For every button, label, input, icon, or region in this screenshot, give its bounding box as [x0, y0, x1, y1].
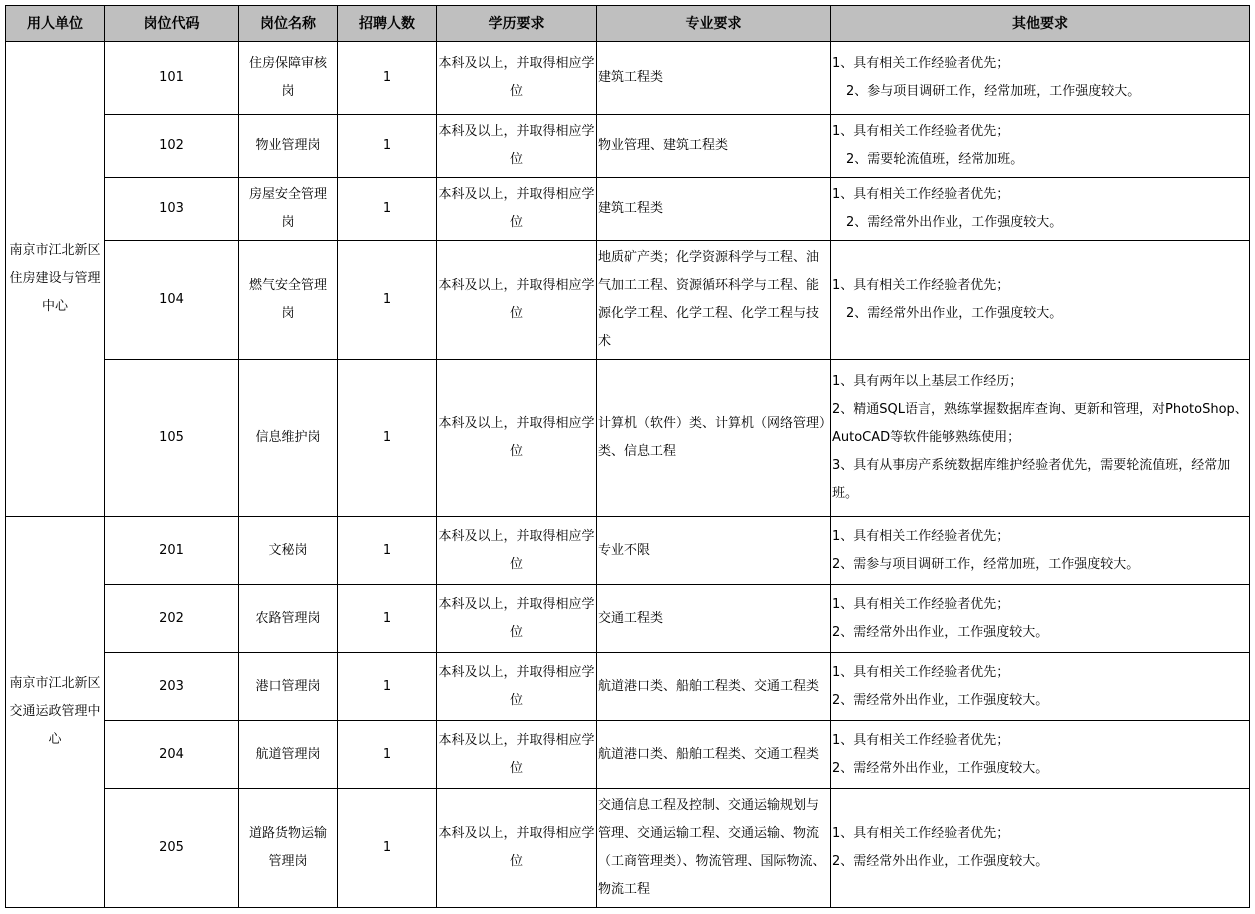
education-requirement: 本科及以上，并取得相应学位	[437, 721, 597, 789]
header-position: 岗位名称	[239, 6, 338, 42]
other-requirements	[831, 653, 1250, 721]
position-name: 港口管理岗	[239, 653, 338, 721]
header-row	[6, 6, 1250, 42]
other-requirements	[831, 241, 1250, 360]
header-education: 学历要求	[437, 6, 597, 42]
education-requirement: 本科及以上，并取得相应学位	[437, 517, 597, 585]
table-row	[6, 42, 1250, 115]
position-name: 房屋安全管理岗	[239, 178, 338, 241]
recruitment-table	[5, 5, 1250, 908]
requirement-line: 2、需经常外出作业，工作强度较大。	[846, 215, 1063, 230]
position-code: 202	[105, 585, 239, 653]
table-row	[6, 360, 1250, 517]
table-row	[6, 241, 1250, 360]
requirement-line: 1、具有相关工作经验者优先；	[832, 596, 1010, 612]
requirement-line: 3、具有从事房产系统数据库维护经验者优先，需要轮流值班，经常加班。	[832, 458, 1231, 501]
table-row	[6, 585, 1250, 653]
major-requirement: 航道港口类、船舶工程类、交通工程类	[597, 653, 831, 721]
hire-count: 1	[338, 42, 437, 115]
position-code: 103	[105, 178, 239, 241]
requirement-line: 2、参与项目调研工作，经常加班，工作强度较大。	[846, 84, 1141, 99]
header-unit: 用人单位	[6, 6, 105, 42]
other-requirements	[831, 42, 1250, 115]
education-requirement: 本科及以上，并取得相应学位	[437, 653, 597, 721]
requirement-line: 1、具有相关工作经验者优先；	[832, 56, 1010, 71]
requirement-line: 1、具有相关工作经验者优先；	[832, 528, 1010, 544]
requirement-line: 1、具有相关工作经验者优先；	[832, 732, 1010, 748]
requirement-line: 2、需参与项目调研工作，经常加班，工作强度较大。	[832, 556, 1140, 572]
major-requirement: 物业管理、建筑工程类	[597, 115, 831, 178]
position-code: 204	[105, 721, 239, 789]
requirement-line: 1、具有相关工作经验者优先；	[832, 124, 1010, 139]
position-name: 农路管理岗	[239, 585, 338, 653]
education-requirement: 本科及以上，并取得相应学位	[437, 42, 597, 115]
hire-count: 1	[338, 721, 437, 789]
position-name: 燃气安全管理岗	[239, 241, 338, 360]
education-requirement: 本科及以上，并取得相应学位	[437, 585, 597, 653]
hire-count: 1	[338, 517, 437, 585]
education-requirement: 本科及以上，并取得相应学位	[437, 241, 597, 360]
other-requirements	[831, 115, 1250, 178]
hire-count: 1	[338, 789, 437, 908]
table-row	[6, 789, 1250, 908]
position-name: 文秘岗	[239, 517, 338, 585]
requirement-line: 2、需经常外出作业，工作强度较大。	[832, 624, 1049, 640]
position-name: 住房保障审核岗	[239, 42, 338, 115]
position-code: 105	[105, 360, 239, 517]
position-code: 101	[105, 42, 239, 115]
header-major: 专业要求	[597, 6, 831, 42]
position-name: 道路货物运输管理岗	[239, 789, 338, 908]
requirement-line: 1、具有相关工作经验者优先；	[832, 664, 1010, 680]
position-name: 航道管理岗	[239, 721, 338, 789]
requirement-line: 2、需要轮流值班，经常加班。	[846, 152, 1024, 167]
table-row	[6, 178, 1250, 241]
other-requirements	[831, 178, 1250, 241]
requirement-line: 2、需经常外出作业，工作强度较大。	[832, 692, 1049, 708]
other-requirements	[831, 721, 1250, 789]
hire-count: 1	[338, 585, 437, 653]
hire-count: 1	[338, 360, 437, 517]
hire-count: 1	[338, 241, 437, 360]
position-name: 信息维护岗	[239, 360, 338, 517]
major-requirement: 计算机（软件）类、计算机（网络管理）类、信息工程	[597, 360, 831, 517]
table-row	[6, 653, 1250, 721]
header-other: 其他要求	[831, 6, 1250, 42]
requirement-line: 1、具有相关工作经验者优先；	[832, 187, 1010, 202]
unit-cell: 南京市江北新区交通运政管理中心	[6, 517, 105, 908]
requirement-line: 2、精通SQL语言，熟练掌握数据库查询、更新和管理，对PhotoShop、AutoCAD等软件能够熟练使用；	[832, 402, 1248, 445]
major-requirement: 专业不限	[597, 517, 831, 585]
major-requirement: 地质矿产类；化学资源科学与工程、油气加工工程、资源循环科学与工程、能源化学工程、化学工程、化学工程与技术	[597, 241, 831, 360]
requirement-line: 2、需经常外出作业，工作强度较大。	[832, 760, 1049, 776]
requirement-line: 2、需经常外出作业，工作强度较大。	[832, 854, 1049, 869]
other-requirements	[831, 360, 1250, 517]
requirement-line: 2、需经常外出作业，工作强度较大。	[846, 306, 1063, 321]
table-row	[6, 721, 1250, 789]
major-requirement: 建筑工程类	[597, 178, 831, 241]
major-requirement: 交通工程类	[597, 585, 831, 653]
other-requirements	[831, 789, 1250, 908]
requirement-line: 1、具有相关工作经验者优先；	[832, 826, 1010, 841]
hire-count: 1	[338, 178, 437, 241]
table-row	[6, 115, 1250, 178]
hire-count: 1	[338, 115, 437, 178]
major-requirement: 建筑工程类	[597, 42, 831, 115]
position-code: 102	[105, 115, 239, 178]
other-requirements	[831, 585, 1250, 653]
major-requirement: 航道港口类、船舶工程类、交通工程类	[597, 721, 831, 789]
position-name: 物业管理岗	[239, 115, 338, 178]
position-code: 104	[105, 241, 239, 360]
hire-count: 1	[338, 653, 437, 721]
other-requirements	[831, 517, 1250, 585]
major-requirement: 交通信息工程及控制、交通运输规划与管理、交通运输工程、交通运输、物流（工商管理类）、物流管理、国际物流、物流工程	[597, 789, 831, 908]
requirement-line: 1、具有两年以上基层工作经历；	[832, 374, 1023, 389]
education-requirement: 本科及以上，并取得相应学位	[437, 115, 597, 178]
table-row	[6, 517, 1250, 585]
education-requirement: 本科及以上，并取得相应学位	[437, 178, 597, 241]
unit-cell: 南京市江北新区住房建设与管理中心	[6, 42, 105, 517]
position-code: 201	[105, 517, 239, 585]
education-requirement: 本科及以上，并取得相应学位	[437, 360, 597, 517]
requirement-line: 1、具有相关工作经验者优先；	[832, 278, 1010, 293]
position-code: 203	[105, 653, 239, 721]
education-requirement: 本科及以上，并取得相应学位	[437, 789, 597, 908]
position-code: 205	[105, 789, 239, 908]
header-count: 招聘人数	[338, 6, 437, 42]
header-code: 岗位代码	[105, 6, 239, 42]
